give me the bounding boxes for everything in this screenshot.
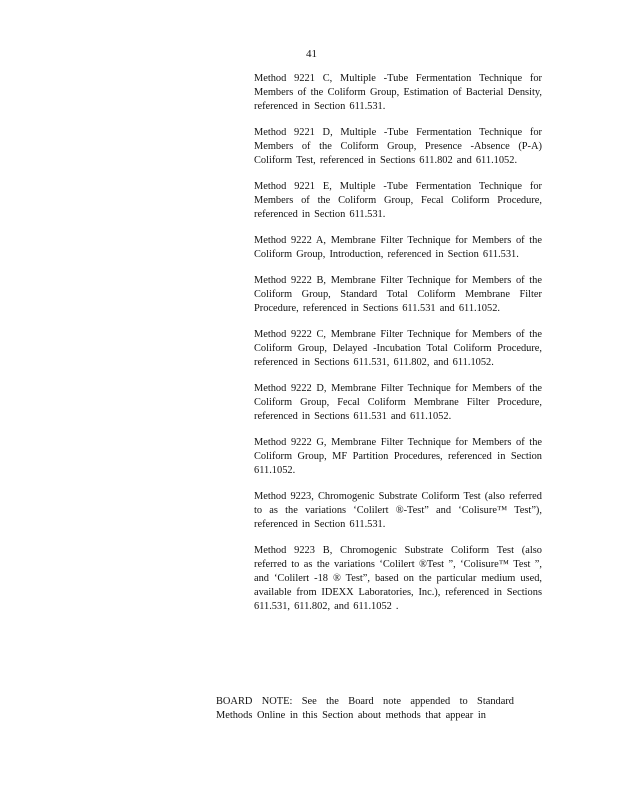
method-entry: Method 9221 E, Multiple -Tube Fermentation Technique for Members of the Coliform Group, Fecal Coliform Procedure, referenced in Section 611.531.: [254, 181, 542, 220]
method-entry: Method 9222 A, Membrane Filter Technique for Members of the Coliform Group, Introduction, referenced in Section 611.531.: [254, 235, 542, 260]
method-list: [254, 72, 542, 626]
method-entry: Method 9222 G, Membrane Filter Technique for Members of the Coliform Group, MF Partition Procedures, referenced in Section 611.1052.: [254, 437, 542, 476]
method-entry: Method 9222 B, Membrane Filter Technique for Members of the Coliform Group, Standard Total Coliform Membrane Filter Procedure, referenced in Sections 611.531 and 611.1052.: [254, 275, 542, 314]
method-entry: Method 9221 D, Multiple -Tube Fermentation Technique for Members of the Coliform Group, Presence -Absence (P-A) Coliform Test, referenced in Sections 611.802 and 611.1052.: [254, 127, 542, 166]
method-entry: Method 9221 C, Multiple -Tube Fermentation Technique for Members of the Coliform Group, Estimation of Bacterial Density, referenced in Section 611.531.: [254, 73, 542, 112]
method-entry: Method 9222 D, Membrane Filter Technique for Members of the Coliform Group, Fecal Coliform Membrane Filter Procedure, referenced in Sections 611.531 and 611.1052.: [254, 383, 542, 422]
method-entry: Method 9223, Chromogenic Substrate Coliform Test (also referred to as the variations ‘Colilert ®-Test” and ‘Colisure™ Test”), referenced in Section 611.531.: [254, 491, 542, 530]
page-number: 41: [306, 48, 317, 60]
board-note: BOARD NOTE: See the Board note appended to Standard Methods Online in this Section about methods that appear in: [216, 696, 514, 721]
method-entry: Method 9223 B, Chromogenic Substrate Coliform Test (also referred to as the variations ‘Colilert ®Test ”, ‘Colisure™ Test ”, and ‘Colilert -18 ® Test”, based on the particular medium used, available from IDEXX Laboratories, Inc.), referenced in Sections 611.531, 611.802, and 611.1052 .: [254, 545, 542, 612]
method-entry: Method 9222 C, Membrane Filter Technique for Members of the Coliform Group, Delayed -Incubation Total Coliform Procedure, referenced in Sections 611.531, 611.802, and 611.1052.: [254, 329, 542, 368]
